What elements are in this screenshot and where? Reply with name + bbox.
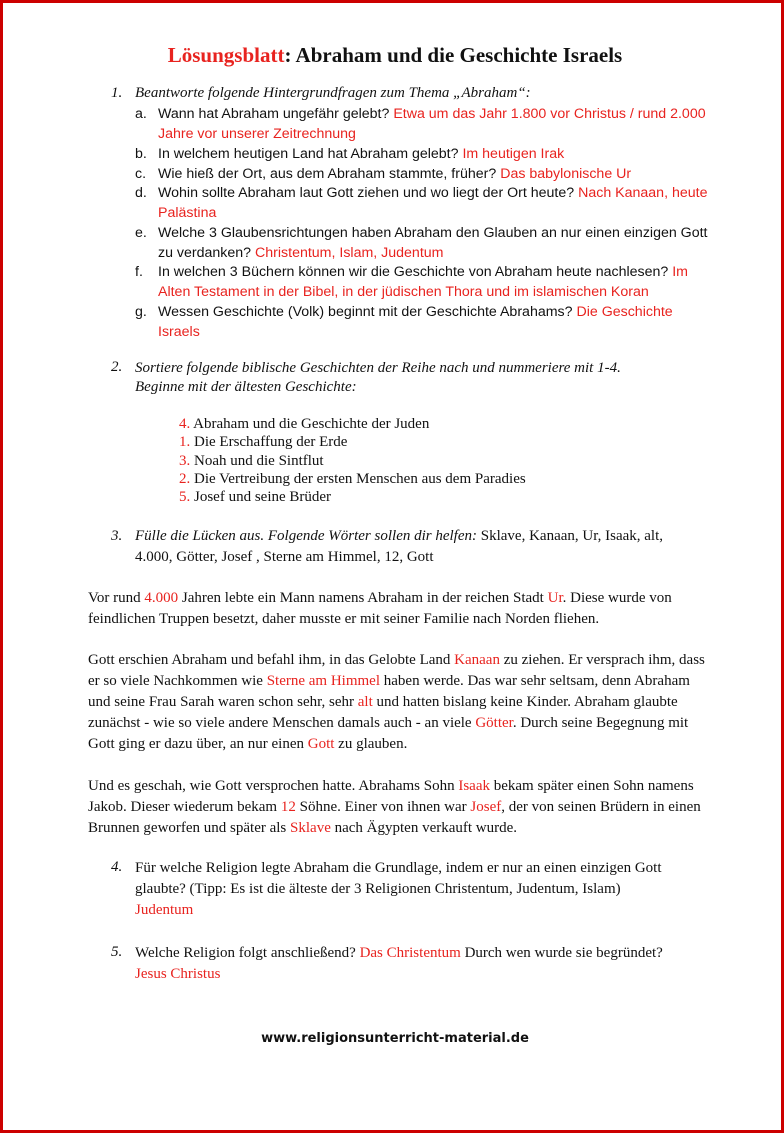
item-answer: Nach Kanaan, heute Palästina <box>158 185 708 221</box>
item-answer: Die Geschichte Israels <box>158 304 673 340</box>
item-answer: Christentum, Islam, Judentum <box>255 245 444 261</box>
story-paragraph-3: Und es geschah, wie Gott versprochen hatte. Abrahams Sohn Isaak bekam später einen Sohn namens Jakob. Dieser wiederum bekam 12 Söhne. Einer von ihnen war Josef, der von seinen Brüdern in einen Brunnen geworfen und später als Sklave nach Ägypten verkauft wurde. <box>88 778 701 836</box>
story-item <box>179 434 347 451</box>
item-answer: Das babylonische Ur <box>500 166 632 182</box>
story-paragraph-1: Vor rund 4.000 Jahren lebte ein Mann namens Abraham in der reichen Stadt Ur. Diese wurde von feindlichen Truppen besetzt, daher musste er mit seiner Familie nach Norden fliehen. <box>88 590 672 627</box>
q4-number: 4. <box>111 859 123 875</box>
blank-answer: 12 <box>280 799 296 815</box>
blank-answer: Josef <box>470 799 502 815</box>
story-number: 3. <box>179 453 191 469</box>
item-letter: b. <box>135 146 147 162</box>
item-answer: Im Alten Testament in der Bibel, in der jüdischen Thora und im islamischen Koran <box>158 264 688 300</box>
q4-answer: Judentum <box>135 902 194 918</box>
story-text: Abraham und die Geschichte der Juden <box>190 416 430 432</box>
blank-answer: Gott <box>307 736 335 752</box>
q5-text <box>135 943 715 985</box>
title-red-part: Lösungsblatt <box>167 43 285 67</box>
page-title <box>3 43 784 68</box>
item-answer: Im heutigen Irak <box>462 146 565 162</box>
q2-text-line2: Beginne mit der ältesten Geschichte: <box>135 379 357 395</box>
q4-text <box>135 858 715 921</box>
blank-answer: Sterne am Himmel <box>266 673 381 689</box>
story-paragraph-2: Gott erschien Abraham und befahl ihm, in das Gelobte Land Kanaan zu ziehen. Er versprach ihm, dass er so viele Nachkommen wie Sterne am Himmel haben werde. Das war sehr seltsam, denn Abraham und seine Frau Sarah waren schon sehr, sehr alt und hatten bislang keine Kinder. Abraham glaubte zunächst - wie so viele andere Menschen damals auch - an viele Götter. Durch seine Begegnung mit Gott ging er dazu über, an nur einen Gott zu glauben. <box>88 652 705 752</box>
title-black-part: : Abraham und die Geschichte Israels <box>284 43 623 67</box>
q2-text <box>135 359 695 397</box>
story-number: 1. <box>179 434 191 450</box>
q2-number: 2. <box>111 359 123 375</box>
blank-answer: Isaak <box>458 778 490 794</box>
blank-answer: Götter <box>475 715 513 731</box>
footer-website-link[interactable]: www.religionsunterricht-material.de <box>261 1031 529 1046</box>
story-item <box>179 416 429 433</box>
item-letter: a. <box>135 106 147 122</box>
q3-words-2: 4.000, Götter, Josef , Sterne am Himmel, 12, Gott <box>135 549 434 565</box>
q5-number: 5. <box>111 944 123 960</box>
item-letter: e. <box>135 225 147 241</box>
story-item <box>179 489 331 506</box>
q3-words-1: Sklave, Kanaan, Ur, Isaak, alt, <box>480 528 664 544</box>
q3-number: 3. <box>111 528 123 544</box>
item-question: Wohin sollte Abraham laut Gott ziehen und wo liegt der Ort heute? <box>158 185 579 201</box>
item-letter: d. <box>135 185 147 201</box>
q5-answer-2: Jesus Christus <box>135 966 221 982</box>
blank-answer: Kanaan <box>454 652 500 668</box>
q5-question-2: Durch wen wurde sie begründet? <box>460 945 663 961</box>
item-question: Welche 3 Glaubensrichtungen haben Abraham den Glauben an nur einen einzigen Gott zu verdanken? <box>158 225 708 261</box>
story-number: 4. <box>179 416 191 432</box>
story-text: Die Erschaffung der Erde <box>190 434 348 450</box>
story-text: Noah und die Sintflut <box>190 453 324 469</box>
story-number: 5. <box>179 489 191 505</box>
item-question: In welchen 3 Büchern können wir die Geschichte von Abraham heute nachlesen? <box>158 264 673 280</box>
story-item <box>179 471 526 488</box>
item-letter: c. <box>135 166 147 182</box>
story-item <box>179 453 324 470</box>
blank-answer: alt <box>357 694 373 710</box>
q2-text-line1: Sortiere folgende biblische Geschichten der Reihe nach und nummeriere mit 1-4. <box>135 360 621 376</box>
q4-question: Für welche Religion legte Abraham die Grundlage, indem er nur an einen einzigen Gott glaubte? (Tipp: Es ist die älteste der 3 Religionen Christentum, Judentum, Islam) <box>135 860 662 897</box>
blank-answer: Sklave <box>290 820 331 836</box>
item-question: Wessen Geschichte (Volk) beginnt mit der Geschichte Abrahams? <box>158 304 577 320</box>
q3-prompt: Fülle die Lücken aus. Folgende Wörter sollen dir helfen: <box>135 528 481 544</box>
item-letter: f. <box>135 264 143 280</box>
q5-question-1: Welche Religion folgt anschließend? <box>135 945 360 961</box>
story-text: Die Vertreibung der ersten Menschen aus dem Paradies <box>190 471 526 487</box>
blank-answer: Ur <box>547 590 563 606</box>
story-text: Josef und seine Brüder <box>190 489 332 505</box>
q1-number: 1. <box>111 85 123 101</box>
q1-intro: Beantworte folgende Hintergrundfragen zum Thema „Abraham“: <box>135 85 531 101</box>
item-answer: Etwa um das Jahr 1.800 vor Christus / rund 2.000 Jahre vor unserer Zeitrechnung <box>158 106 706 142</box>
item-letter: g. <box>135 304 147 320</box>
q3-text <box>135 526 715 568</box>
story-number: 2. <box>179 471 191 487</box>
item-question: Wann hat Abraham ungefähr gelebt? <box>158 106 394 122</box>
item-question: Wie hieß der Ort, aus dem Abraham stammte, früher? <box>158 166 501 182</box>
blank-answer: 4.000 <box>144 590 179 606</box>
item-question: In welchem heutigen Land hat Abraham gelebt? <box>158 146 463 162</box>
q5-answer-1: Das Christentum <box>359 945 461 961</box>
